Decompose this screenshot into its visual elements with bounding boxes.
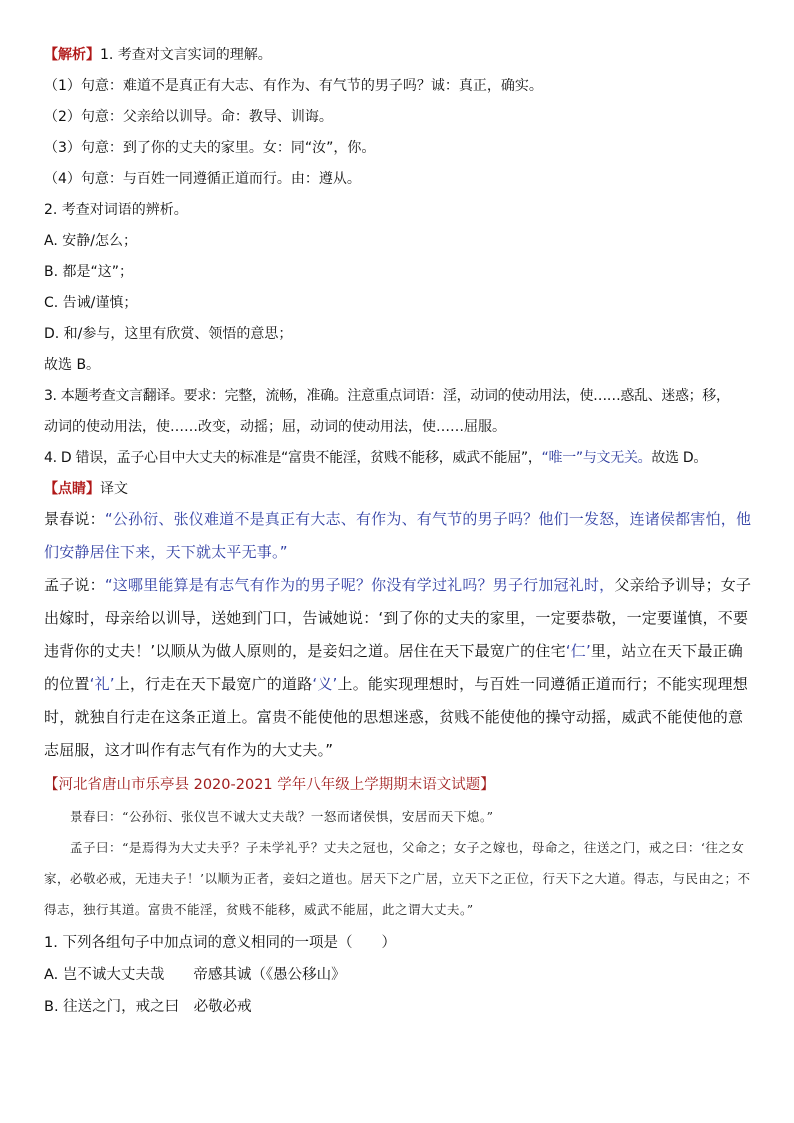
mengzi-text-d: 上，行走在天下最宽广的道路 [114, 675, 313, 693]
ren-quote: ‘仁’ [565, 642, 591, 660]
analysis-item-4: （4）句意：与百姓一同遵循正道而行。由：遵从。 [44, 171, 361, 187]
jingchun-speaker: 景春说： [44, 510, 105, 528]
q3-line-1: 3. 本题考查文言翻译。要求：完整，流畅，准确。注意重点词语：淫，动词的使动用法，使……惑乱、迷惑；移， [44, 388, 730, 404]
q3-line-2: 动词的使动用法，使……改变，动摇；屈，动词的使动用法，使……屈服。 [44, 419, 506, 435]
mengzi-text-e: 上。能实现理想时，与百姓一同遵循正道而行；不能实现理想时，就独自行走在这条正道上。富贵不能使他的思想迷惑，贫贱不能使他的操守动摇，威武不能使他的意志屈服，这才叫作有志气有作为的大丈夫。” [44, 675, 748, 759]
question-option-a: A. 岂不诚大丈夫哉 帝感其诚（《愚公移山》 [44, 967, 346, 983]
q4-blue-text: “唯一”与文无关。 [541, 450, 652, 466]
q4-line [44, 448, 752, 468]
jingchun-translation [44, 503, 752, 569]
question-option-b: B. 往送之门，戒之曰 必敬必戒 [44, 999, 252, 1015]
document-page [44, 40, 752, 1021]
q2-answer: 故选 B。 [44, 357, 101, 373]
jingchun-text: “公孙衍、张仪难道不是真正有大志、有作为、有气节的男子吗？他们一发怒，连诸侯都害怕，他们安静居住下来，天下就太平无事。” [44, 510, 752, 561]
dianjing-heading [44, 479, 752, 499]
analysis-item-3: （3）句意：到了你的丈夫的家里。女：同“汝”，你。 [44, 140, 376, 156]
mengzi-speaker: 孟子说： [44, 576, 105, 594]
q2-option-d: D. 和/参与，这里有欣赏、领悟的意思； [44, 326, 293, 342]
mengzi-text-c: 里，站立在天下最正确的位置 [44, 642, 743, 693]
mengzi-translation [44, 569, 752, 767]
classic-paragraph-1: 景春曰：“公孙衍、张仪岂不诚大丈夫哉？一怒而诸侯惧，安居而天下熄。” [70, 809, 494, 824]
q2-option-b: B. 都是“这”； [44, 264, 134, 280]
dianjing-bracket: 【点睛】 [44, 481, 100, 497]
mengzi-text-a: “这哪里能算是有志气有作为的男子呢？你没有学过礼吗？男子行加冠礼时， [104, 576, 615, 594]
classic-paragraph-2: 孟子曰：“是焉得为大丈夫乎？子未学礼乎？丈夫之冠也，父命之；女子之嫁也，母命之，往送之门，戒之曰：‘往之女家，必敬必戒，无违夫子！’以顺为正者，妾妇之道也。居天下之广居，立天下之正位，行天下之大道。得志，与民由之；不得志，独行其道。富贵不能淫，贫贱不能移，威武不能屈，此之谓大丈夫。” [44, 840, 751, 917]
analysis-heading [44, 45, 752, 65]
q4-suffix: 故选 D。 [651, 450, 708, 466]
li-quote: ‘礼’ [89, 675, 115, 693]
analysis-heading-text: 1. 考查对文言实词的理解。 [100, 47, 272, 63]
analysis-bracket: 【解析】 [44, 47, 100, 63]
yi-quote: ‘义’ [312, 675, 338, 693]
source-title: 【河北省唐山市乐亭县 2020-2021 学年八年级上学期期末语文试题】 [44, 777, 495, 793]
q2-option-c: C. 告诫/谨慎； [44, 295, 138, 311]
dianjing-label: 译文 [100, 481, 128, 497]
q2-option-a: A. 安静/怎么； [44, 233, 137, 249]
q4-prefix: 4. D 错误，孟子心目中大丈夫的标准是“富贵不能淫，贫贱不能移，威武不能屈”， [44, 450, 542, 466]
mengzi-text-b: 父亲给予训导；女子出嫁时，母亲给以训导，送她到门口，告诫她说：‘到了你的丈夫的家里，一定要恭敬，一定要谨慎，不要违背你的丈夫！’以顺从为做人原则的，是妾妇之道。居住在天下最宽广的住宅 [44, 576, 752, 660]
analysis-item-1: （1）句意：难道不是真正有大志、有作为、有气节的男子吗？诚：真正，确实。 [44, 78, 543, 94]
question-stem: 1. 下列各组句子中加点词的意义相同的一项是（ ） [44, 935, 396, 951]
analysis-item-2: （2）句意：父亲给以训导。命：教导、训诲。 [44, 109, 333, 125]
q2-heading: 2. 考查对词语的辨析。 [44, 202, 188, 218]
